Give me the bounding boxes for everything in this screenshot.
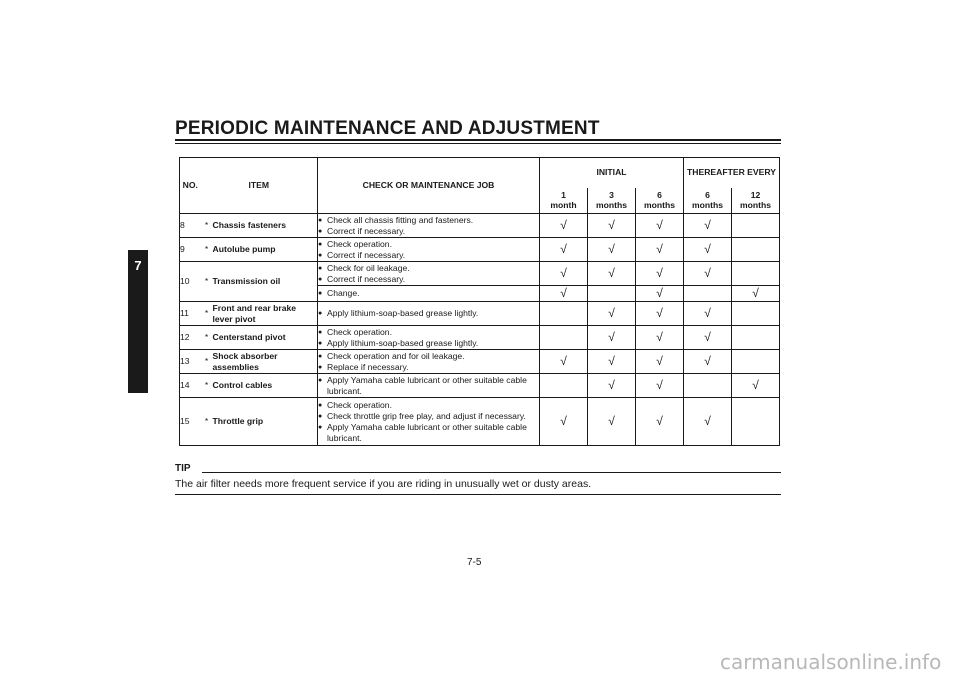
row-number: 13 <box>180 350 201 374</box>
check-mark: √ <box>540 238 588 262</box>
bullet-icon: ● <box>318 275 323 283</box>
check-mark: √ <box>684 262 732 286</box>
table-row <box>180 214 780 238</box>
check-mark: √ <box>588 326 636 350</box>
interval-unit: months <box>595 200 628 211</box>
job-text: Check operation. <box>327 399 392 410</box>
maintenance-table <box>179 157 780 446</box>
check-mark: √ <box>588 374 636 398</box>
check-mark <box>732 262 780 286</box>
row-number: 12 <box>180 326 201 350</box>
check-mark: √ <box>684 398 732 446</box>
interval-unit: months <box>643 200 676 211</box>
table-body <box>180 214 780 446</box>
check-mark: √ <box>684 350 732 374</box>
check-mark: √ <box>684 302 732 326</box>
check-mark <box>540 374 588 398</box>
bullet-icon: ● <box>318 363 323 371</box>
job-line <box>318 338 539 349</box>
job-line <box>318 327 539 338</box>
job-cell <box>318 374 540 398</box>
job-line <box>318 351 539 362</box>
header-interval <box>732 188 780 214</box>
job-cell <box>318 286 540 302</box>
header-interval <box>540 188 588 214</box>
table-row <box>180 238 780 262</box>
job-line <box>318 263 539 274</box>
job-cell <box>318 302 540 326</box>
table-row <box>180 302 780 326</box>
check-mark <box>732 350 780 374</box>
job-line <box>318 215 539 226</box>
row-number: 9 <box>180 238 201 262</box>
header-no: NO. <box>180 158 201 214</box>
header-item: ITEM <box>201 158 318 214</box>
header-interval <box>588 188 636 214</box>
bullet-icon: ● <box>318 240 323 248</box>
row-number: 10 <box>180 262 201 302</box>
job-line <box>318 250 539 261</box>
job-cell <box>318 262 540 286</box>
bullet-icon: ● <box>318 216 323 224</box>
chapter-number: 7 <box>134 258 142 273</box>
tip-label: TIP <box>175 463 191 474</box>
row-item: Control cables <box>213 374 318 398</box>
check-mark <box>732 398 780 446</box>
chapter-tab <box>128 250 148 393</box>
check-mark: √ <box>540 350 588 374</box>
row-number: 11 <box>180 302 201 326</box>
row-star: * <box>201 350 213 374</box>
interval-unit: months <box>691 200 724 211</box>
check-mark: √ <box>588 302 636 326</box>
tip-rule-bottom <box>175 494 781 495</box>
row-star: * <box>201 262 213 302</box>
header-job: CHECK OR MAINTENANCE JOB <box>318 158 540 214</box>
row-star: * <box>201 326 213 350</box>
check-mark <box>732 302 780 326</box>
row-star: * <box>201 398 213 446</box>
check-mark: √ <box>732 374 780 398</box>
job-text: Apply Yamaha cable lubricant or other suitable cable lubricant. <box>327 374 527 396</box>
check-mark: √ <box>636 214 684 238</box>
row-item: Autolube pump <box>213 238 318 262</box>
header-interval <box>636 188 684 214</box>
check-mark: √ <box>588 262 636 286</box>
check-mark: √ <box>636 286 684 302</box>
check-mark <box>732 326 780 350</box>
interval-number: 1 <box>561 189 566 200</box>
check-mark <box>732 214 780 238</box>
page-number: 7-5 <box>467 557 482 568</box>
job-line <box>318 226 539 237</box>
check-mark: √ <box>636 398 684 446</box>
header-thereafter: THEREAFTER EVERY <box>684 158 780 188</box>
bullet-icon: ● <box>318 290 323 297</box>
job-cell <box>318 214 540 238</box>
table-row <box>180 326 780 350</box>
job-text: Apply lithium-soap-based grease lightly. <box>327 308 479 318</box>
table-header <box>180 158 780 214</box>
job-text: Check for oil leakage. <box>327 262 410 273</box>
check-mark: √ <box>636 262 684 286</box>
check-mark: √ <box>636 238 684 262</box>
check-mark <box>684 286 732 302</box>
check-mark: √ <box>636 374 684 398</box>
table-row <box>180 398 780 446</box>
job-text: Check throttle grip free play, and adjust if necessary. <box>327 410 526 421</box>
row-star: * <box>201 238 213 262</box>
check-mark: √ <box>540 214 588 238</box>
interval-number: 3 <box>609 189 614 200</box>
bullet-icon: ● <box>318 412 323 420</box>
job-text: Correct if necessary. <box>327 225 406 236</box>
check-mark <box>588 286 636 302</box>
interval-unit: months <box>739 200 772 211</box>
bullet-icon: ● <box>318 376 323 384</box>
check-mark: √ <box>540 286 588 302</box>
title-rule <box>175 139 781 141</box>
bullet-icon: ● <box>318 401 323 409</box>
check-mark: √ <box>540 398 588 446</box>
check-mark: √ <box>636 302 684 326</box>
job-text: Check operation and for oil leakage. <box>327 350 465 361</box>
job-line <box>318 288 539 299</box>
bullet-icon: ● <box>318 227 323 235</box>
check-mark: √ <box>588 398 636 446</box>
row-star: * <box>201 214 213 238</box>
bullet-icon: ● <box>318 310 323 317</box>
bullet-icon: ● <box>318 339 323 347</box>
check-mark <box>732 238 780 262</box>
check-mark <box>540 326 588 350</box>
job-line <box>318 239 539 250</box>
job-line <box>318 411 539 422</box>
check-mark: √ <box>732 286 780 302</box>
job-text: Check operation. <box>327 326 392 337</box>
row-item: Chassis fasteners <box>213 214 318 238</box>
job-text: Check operation. <box>327 238 392 249</box>
check-mark <box>684 374 732 398</box>
check-mark: √ <box>540 262 588 286</box>
interval-number: 12 <box>750 189 761 200</box>
job-text: Apply Yamaha cable lubricant or other suitable cable lubricant. <box>327 421 527 443</box>
bullet-icon: ● <box>318 328 323 336</box>
bullet-icon: ● <box>318 264 323 272</box>
job-line <box>318 362 539 373</box>
job-cell <box>318 238 540 262</box>
check-mark <box>540 302 588 326</box>
check-mark: √ <box>636 350 684 374</box>
interval-number: 6 <box>657 189 662 200</box>
row-number: 8 <box>180 214 201 238</box>
check-mark: √ <box>588 350 636 374</box>
check-mark: √ <box>684 326 732 350</box>
job-text: Correct if necessary. <box>327 273 406 284</box>
table-row <box>180 262 780 286</box>
table-row <box>180 374 780 398</box>
row-star: * <box>201 374 213 398</box>
row-item: Front and rear brake lever pivot <box>213 302 318 326</box>
job-line <box>318 375 539 396</box>
row-star: * <box>201 302 213 326</box>
check-mark: √ <box>588 238 636 262</box>
job-line <box>318 308 539 319</box>
row-item: Shock absorber assemblies <box>213 350 318 374</box>
interval-unit: month <box>550 200 577 211</box>
job-cell <box>318 326 540 350</box>
tip-text: The air filter needs more frequent service if you are riding in unusually wet or dusty areas. <box>175 478 592 490</box>
job-text: Change. <box>327 288 360 298</box>
row-number: 14 <box>180 374 201 398</box>
bullet-icon: ● <box>318 352 323 360</box>
check-mark: √ <box>588 214 636 238</box>
interval-number: 6 <box>705 189 710 200</box>
job-line <box>318 422 539 443</box>
job-text: Correct if necessary. <box>327 249 406 260</box>
watermark: carmanualsonline.info <box>720 650 942 674</box>
row-item: Throttle grip <box>213 398 318 446</box>
job-text: Check all chassis fitting and fasteners. <box>327 214 474 225</box>
bullet-icon: ● <box>318 251 323 259</box>
check-mark: √ <box>684 214 732 238</box>
job-line <box>318 274 539 285</box>
title-rule-thin <box>175 143 781 144</box>
job-text: Replace if necessary. <box>327 361 409 372</box>
job-line <box>318 400 539 411</box>
tip-rule <box>202 472 781 473</box>
check-mark: √ <box>636 326 684 350</box>
header-initial: INITIAL <box>540 158 684 188</box>
row-number: 15 <box>180 398 201 446</box>
header-interval <box>684 188 732 214</box>
table-row <box>180 350 780 374</box>
bullet-icon: ● <box>318 423 323 431</box>
job-cell <box>318 398 540 446</box>
job-text: Apply lithium-soap-based grease lightly. <box>327 337 479 348</box>
row-item: Transmission oil <box>213 262 318 302</box>
page-title: PERIODIC MAINTENANCE AND ADJUSTMENT <box>175 118 600 139</box>
row-item: Centerstand pivot <box>213 326 318 350</box>
job-cell <box>318 350 540 374</box>
check-mark: √ <box>684 238 732 262</box>
